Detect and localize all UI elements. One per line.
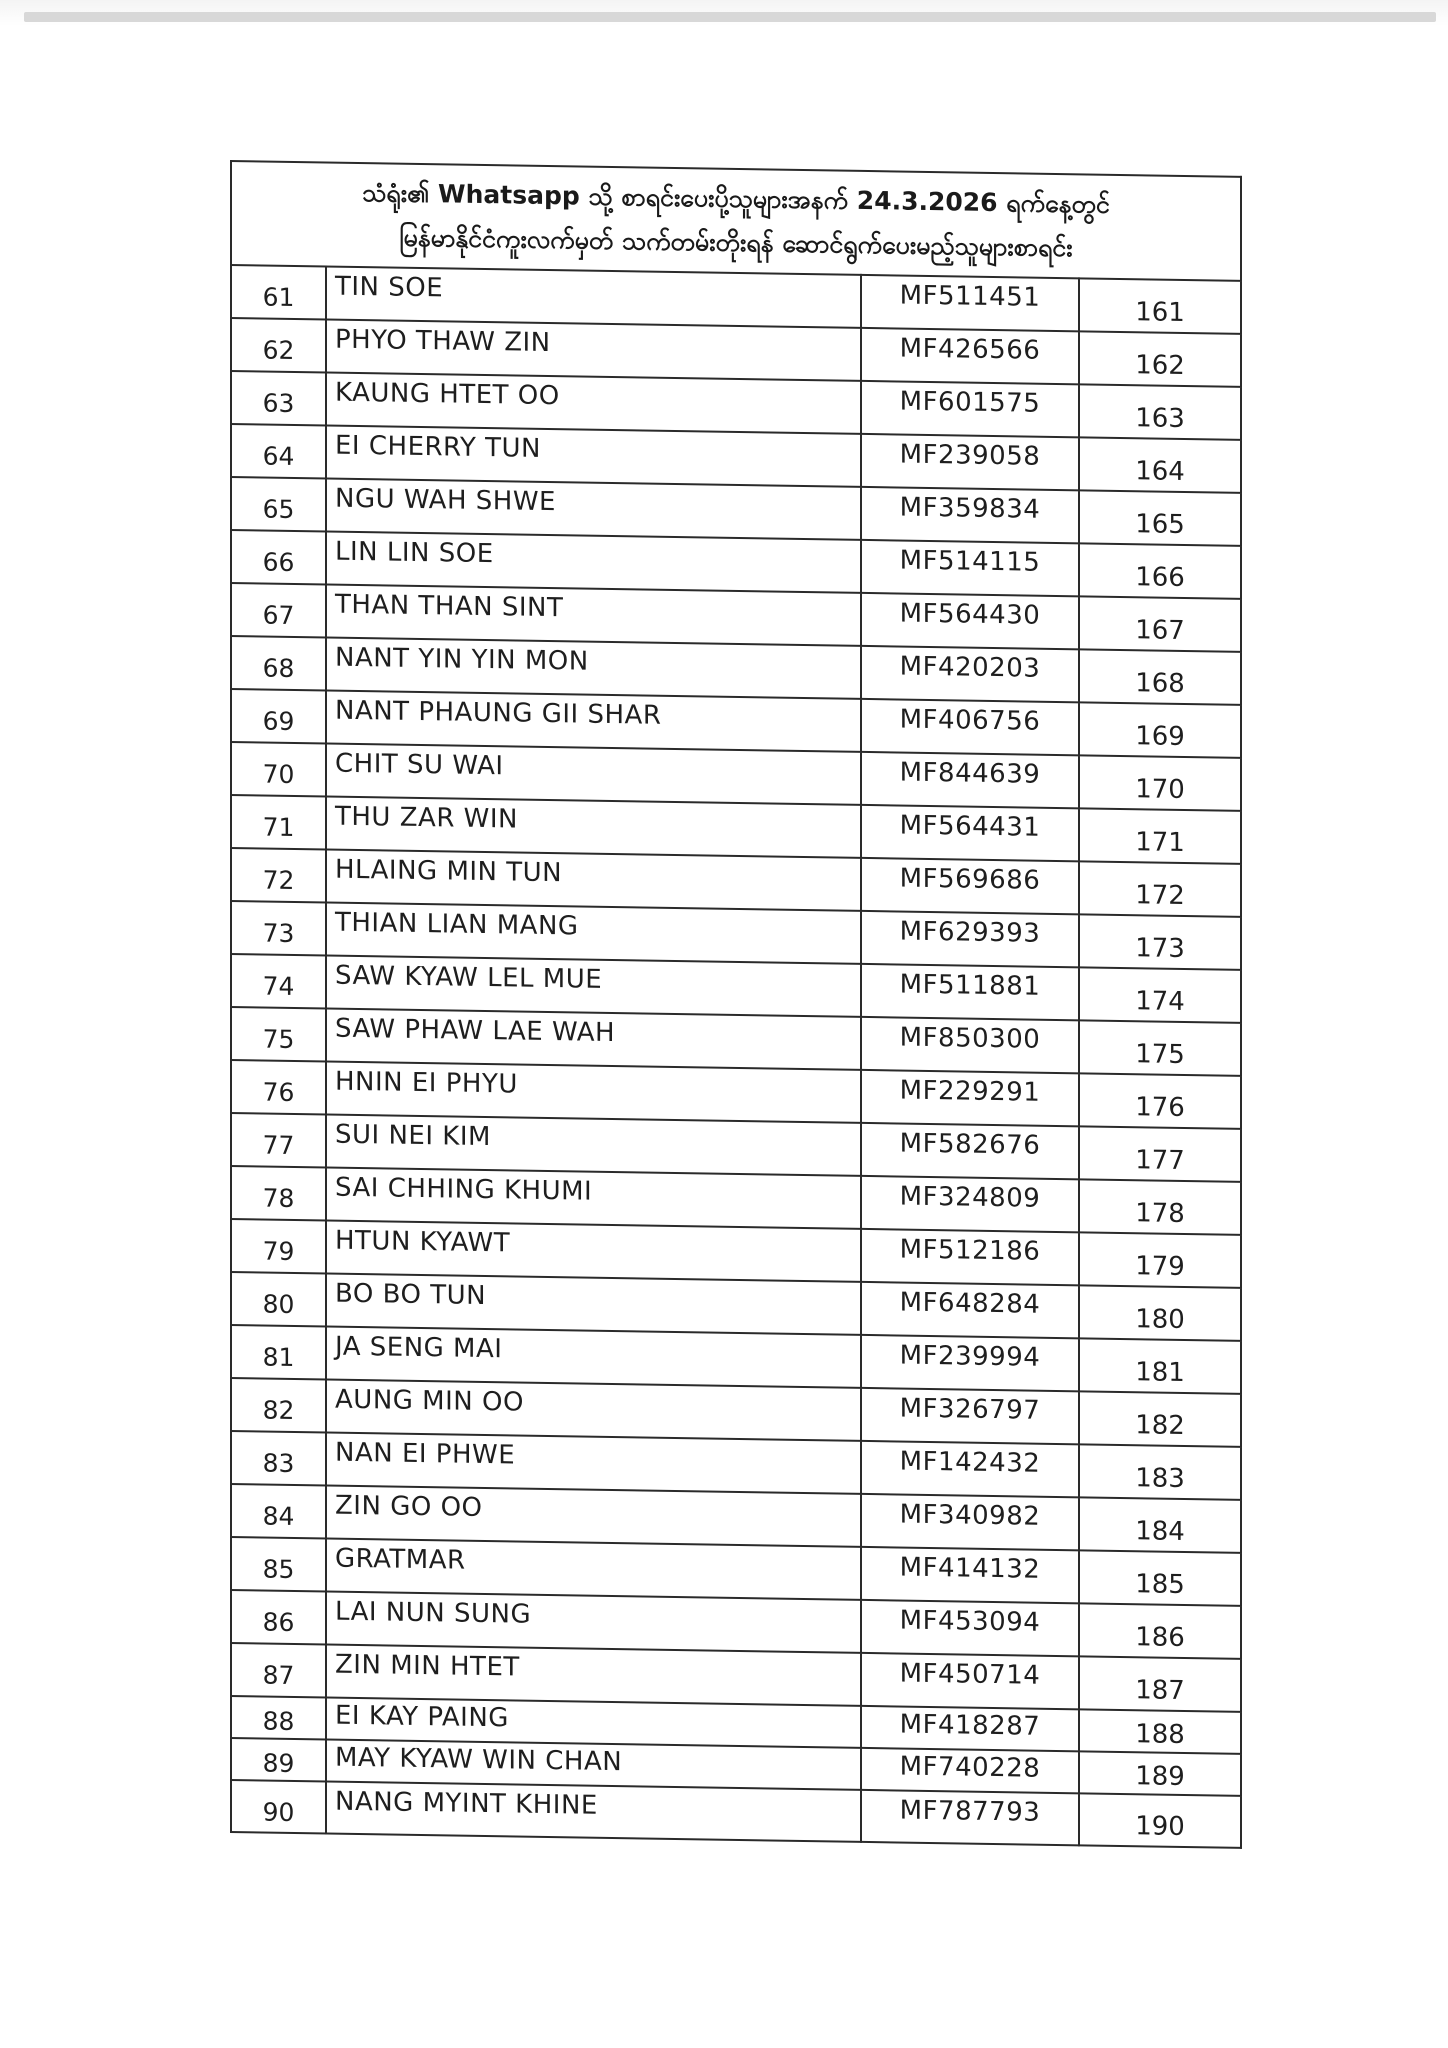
- passport-number-cell: MF850300: [861, 1017, 1079, 1073]
- passport-number-cell: MF359834: [861, 487, 1079, 543]
- title-line-2: မြန်မာနိုင်ငံကူးလက်မှတ် သက်တမ်းတိုးရန် ဆောင်ရွက်ပေးမည့်သူများစာရင်း: [399, 222, 1073, 263]
- reference-number-cell: 186: [1079, 1603, 1241, 1659]
- name-cell: NGU WAH SHWE: [326, 479, 861, 540]
- name-cell: LIN LIN SOE: [326, 532, 861, 593]
- reference-number-cell: 180: [1079, 1285, 1241, 1341]
- row-number-cell: 84: [231, 1484, 326, 1538]
- name-cell: SAI CHHING KHUMI: [326, 1168, 861, 1229]
- reference-number-cell: 189: [1079, 1751, 1241, 1796]
- passport-number-cell: MF142432: [861, 1441, 1079, 1497]
- row-number-cell: 76: [231, 1060, 326, 1114]
- row-number-cell: 67: [231, 583, 326, 637]
- passport-number-cell: MF418287: [861, 1706, 1079, 1751]
- passport-number-cell: MF569686: [861, 858, 1079, 914]
- row-number-cell: 80: [231, 1272, 326, 1326]
- name-cell: THAN THAN SINT: [326, 585, 861, 646]
- document-sheet: [230, 160, 1240, 1849]
- name-cell: EI KAY PAING: [326, 1698, 861, 1748]
- reference-number-cell: 162: [1079, 331, 1241, 387]
- passport-number-cell: MF564430: [861, 593, 1079, 649]
- row-number-cell: 63: [231, 371, 326, 425]
- passport-number-cell: MF324809: [861, 1176, 1079, 1232]
- name-cell: HLAING MIN TUN: [326, 850, 861, 911]
- name-cell: BO BO TUN: [326, 1274, 861, 1335]
- row-number-cell: 68: [231, 636, 326, 690]
- passport-number-cell: MF787793: [861, 1790, 1079, 1845]
- row-number-cell: 64: [231, 424, 326, 478]
- passport-number-cell: MF844639: [861, 752, 1079, 808]
- reference-number-cell: 190: [1079, 1793, 1241, 1848]
- passport-number-cell: MF420203: [861, 646, 1079, 702]
- row-number-cell: 62: [231, 318, 326, 372]
- title-line-1: သံရုံး၏ Whatsapp သို့ စာရင်းပေးပို့သူများအနက် 24.3.2026 ရက်နေ့တွင်: [362, 178, 1110, 219]
- passport-number-cell: MF648284: [861, 1282, 1079, 1338]
- passport-number-cell: MF239058: [861, 434, 1079, 490]
- reference-number-cell: 165: [1079, 490, 1241, 546]
- passport-number-cell: MF629393: [861, 911, 1079, 967]
- row-number-cell: 77: [231, 1113, 326, 1167]
- name-cell: SUI NEI KIM: [326, 1115, 861, 1176]
- row-number-cell: 89: [231, 1738, 326, 1781]
- table-header-row: [231, 161, 1241, 281]
- passport-number-cell: MF450714: [861, 1653, 1079, 1709]
- name-cell: SAW KYAW LEL MUE: [326, 956, 861, 1017]
- row-number-cell: 88: [231, 1696, 326, 1739]
- passport-number-cell: MF582676: [861, 1123, 1079, 1179]
- name-cell: NAN EI PHWE: [326, 1433, 861, 1494]
- row-number-cell: 90: [231, 1780, 326, 1833]
- row-number-cell: 74: [231, 954, 326, 1008]
- name-cell: MAY KYAW WIN CHAN: [326, 1740, 861, 1790]
- reference-number-cell: 166: [1079, 543, 1241, 599]
- name-cell: SAW PHAW LAE WAH: [326, 1009, 861, 1070]
- name-cell: ZIN GO OO: [326, 1486, 861, 1547]
- reference-number-cell: 161: [1079, 278, 1241, 334]
- name-cell: EI CHERRY TUN: [326, 426, 861, 487]
- passport-renewal-table: [230, 160, 1242, 1849]
- passport-number-cell: MF326797: [861, 1388, 1079, 1444]
- row-number-cell: 79: [231, 1219, 326, 1273]
- reference-number-cell: 168: [1079, 649, 1241, 705]
- reference-number-cell: 183: [1079, 1444, 1241, 1500]
- reference-number-cell: 177: [1079, 1126, 1241, 1182]
- reference-number-cell: 184: [1079, 1497, 1241, 1553]
- reference-number-cell: 188: [1079, 1709, 1241, 1754]
- passport-number-cell: MF564431: [861, 805, 1079, 861]
- name-cell: KAUNG HTET OO: [326, 373, 861, 434]
- passport-number-cell: MF340982: [861, 1494, 1079, 1550]
- passport-number-cell: MF406756: [861, 699, 1079, 755]
- row-number-cell: 61: [231, 265, 326, 319]
- name-cell: AUNG MIN OO: [326, 1380, 861, 1441]
- reference-number-cell: 173: [1079, 914, 1241, 970]
- passport-number-cell: MF453094: [861, 1600, 1079, 1656]
- passport-number-cell: MF229291: [861, 1070, 1079, 1126]
- row-number-cell: 71: [231, 795, 326, 849]
- row-number-cell: 82: [231, 1378, 326, 1432]
- name-cell: HTUN KYAWT: [326, 1221, 861, 1282]
- row-number-cell: 83: [231, 1431, 326, 1485]
- scan-edge: [0, 0, 1448, 26]
- row-number-cell: 73: [231, 901, 326, 955]
- passport-number-cell: MF239994: [861, 1335, 1079, 1391]
- name-cell: ZIN MIN HTET: [326, 1645, 861, 1706]
- name-cell: LAI NUN SUNG: [326, 1592, 861, 1653]
- passport-number-cell: MF514115: [861, 540, 1079, 596]
- row-number-cell: 86: [231, 1590, 326, 1644]
- row-number-cell: 87: [231, 1643, 326, 1697]
- name-cell: HNIN EI PHYU: [326, 1062, 861, 1123]
- reference-number-cell: 185: [1079, 1550, 1241, 1606]
- reference-number-cell: 182: [1079, 1391, 1241, 1447]
- reference-number-cell: 181: [1079, 1338, 1241, 1394]
- name-cell: NANG MYINT KHINE: [326, 1782, 861, 1842]
- name-cell: NANT YIN YIN MON: [326, 638, 861, 699]
- row-number-cell: 66: [231, 530, 326, 584]
- name-cell: TIN SOE: [326, 267, 861, 328]
- reference-number-cell: 187: [1079, 1656, 1241, 1712]
- passport-number-cell: MF511881: [861, 964, 1079, 1020]
- reference-number-cell: 164: [1079, 437, 1241, 493]
- passport-number-cell: MF512186: [861, 1229, 1079, 1285]
- name-cell: PHYO THAW ZIN: [326, 320, 861, 381]
- reference-number-cell: 167: [1079, 596, 1241, 652]
- reference-number-cell: 169: [1079, 702, 1241, 758]
- table-title: [231, 161, 1241, 281]
- reference-number-cell: 179: [1079, 1232, 1241, 1288]
- passport-number-cell: MF426566: [861, 328, 1079, 384]
- row-number-cell: 85: [231, 1537, 326, 1591]
- name-cell: JA SENG MAI: [326, 1327, 861, 1388]
- reference-number-cell: 175: [1079, 1020, 1241, 1076]
- reference-number-cell: 172: [1079, 861, 1241, 917]
- row-number-cell: 69: [231, 689, 326, 743]
- passport-number-cell: MF511451: [861, 275, 1079, 331]
- passport-number-cell: MF740228: [861, 1748, 1079, 1793]
- row-number-cell: 72: [231, 848, 326, 902]
- row-number-cell: 81: [231, 1325, 326, 1379]
- name-cell: CHIT SU WAI: [326, 744, 861, 805]
- reference-number-cell: 163: [1079, 384, 1241, 440]
- name-cell: THIAN LIAN MANG: [326, 903, 861, 964]
- row-number-cell: 70: [231, 742, 326, 796]
- name-cell: NANT PHAUNG GII SHAR: [326, 691, 861, 752]
- reference-number-cell: 174: [1079, 967, 1241, 1023]
- name-cell: THU ZAR WIN: [326, 797, 861, 858]
- reference-number-cell: 178: [1079, 1179, 1241, 1235]
- reference-number-cell: 170: [1079, 755, 1241, 811]
- row-number-cell: 75: [231, 1007, 326, 1061]
- row-number-cell: 65: [231, 477, 326, 531]
- row-number-cell: 78: [231, 1166, 326, 1220]
- passport-number-cell: MF414132: [861, 1547, 1079, 1603]
- reference-number-cell: 176: [1079, 1073, 1241, 1129]
- reference-number-cell: 171: [1079, 808, 1241, 864]
- name-cell: GRATMAR: [326, 1539, 861, 1600]
- passport-number-cell: MF601575: [861, 381, 1079, 437]
